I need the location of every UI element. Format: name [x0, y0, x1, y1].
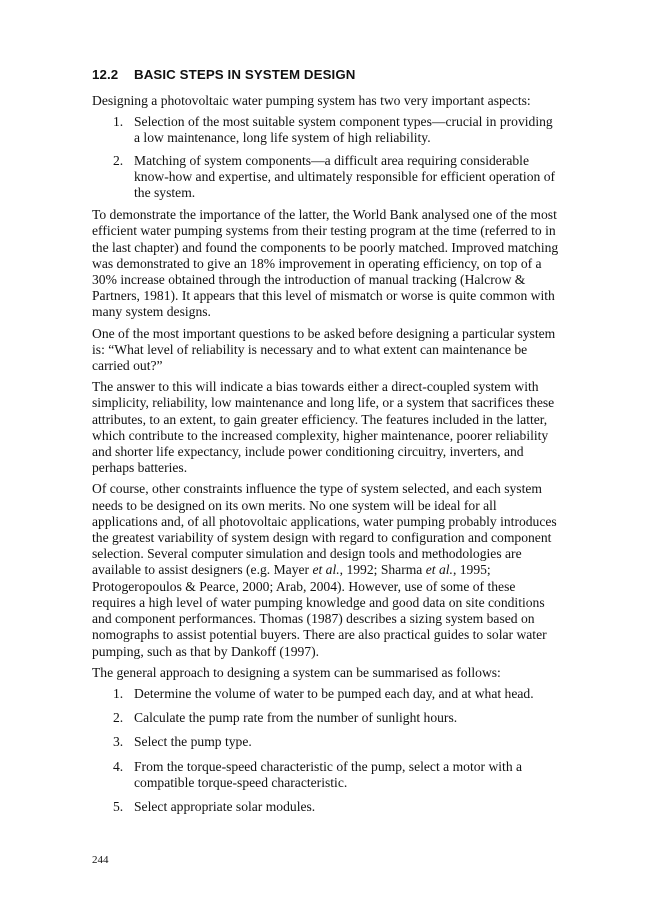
- paragraph-constraints-part-b: , 1992; Sharma: [339, 562, 426, 578]
- citation-et-al: et al.: [312, 562, 340, 578]
- list-item-number: 4.: [113, 758, 124, 774]
- list-item: [92, 799, 562, 815]
- paragraph-constraints: [92, 481, 562, 659]
- list-item-text: Selection of the most suitable system component types—crucial in providing a low maintenance, long life system of high reliability.: [134, 114, 553, 146]
- section-heading: [92, 67, 562, 83]
- list-item-text: Calculate the pump rate from the number of sunlight hours.: [134, 710, 458, 726]
- paragraph-constraints-part-a: Of course, other constraints influence the type of system selected, and each system needs to be designed on its own merits. No one system will be ideal for all applications and, of all photovoltaic applications, water pumping probably introduces the greatest variability of system design with regard to configuration and component selection. Several computer simulation and design tools and methodologies are available to assist designers (e.g. Mayer: [92, 481, 557, 578]
- list-item: [92, 734, 562, 750]
- paragraph-general-approach: The general approach to designing a system can be summarised as follows:: [92, 664, 501, 680]
- paragraph-world-bank: To demonstrate the importance of the latter, the World Bank analysed one of the most efficient water pumping systems from their testing program at the time (referred to in the last chapter) and found the components to be poorly matched. Improved matching was demonstrated to give an 18% improvement in operating efficiency, on top of a 30% increase obtained through the introduction of manual tracking (Halcrow & Partners, 1981). It appears that this level of mismatch or worse is quite common with many system designs.: [92, 207, 559, 320]
- paragraph-constraints-part-c: , 1995; Protogeropoulos & Pearce, 2000; Arab, 2004). However, use of some of these requires a high level of water pumping knowledge and good data on site conditions and component performances. Thomas (1987) describes a sizing system based on nomographs to assist potential buyers. There are also practical guides to solar water pumping, such as that by Dankoff (1997).: [92, 562, 547, 659]
- page-number: 244: [92, 854, 109, 866]
- list-item-text: Determine the volume of water to be pumped each day, and at what head.: [134, 685, 534, 701]
- section-title: BASIC STEPS IN SYSTEM DESIGN: [134, 67, 356, 82]
- list-item: [92, 686, 562, 702]
- list-item-number: 3.: [113, 734, 124, 750]
- citation-et-al: et al.: [425, 562, 453, 578]
- intro-paragraph: Designing a photovoltaic water pumping system has two very important aspects:: [92, 93, 531, 108]
- list-item-text: Select the pump type.: [134, 734, 252, 750]
- list-item: [92, 759, 562, 791]
- list-item-number: 1.: [113, 114, 124, 130]
- list-item-text: Matching of system components—a difficult area requiring considerable know-how and expertise, and ultimately responsible for efficient operation of the system.: [134, 152, 556, 201]
- paragraph-reliability-question: One of the most important questions to be asked before designing a particular system is: “What level of reliability is necessary and to what extent can maintenance be carried out?”: [92, 325, 556, 374]
- list-item-number: 2.: [113, 710, 124, 726]
- page-content: [92, 67, 562, 823]
- list-item: [92, 710, 562, 726]
- steps-list: [92, 686, 562, 815]
- list-item-number: 2.: [113, 152, 124, 168]
- list-item-text: Select appropriate solar modules.: [134, 798, 316, 814]
- paragraph-answer: The answer to this will indicate a bias towards either a direct-coupled system with simplicity, reliability, low maintenance and long life, or a system that sacrifices these attributes, to an extent, to gain greater efficiency. The features included in the latter, which contribute to the increased complexity, higher maintenance, poorer reliability and shorter life expectancy, include power conditioning circuitry, inverters, and perhaps batteries.: [92, 379, 555, 476]
- list-item: [92, 153, 562, 202]
- section-number: 12.2: [92, 67, 119, 82]
- list-item-number: 1.: [113, 685, 124, 701]
- list-item: [92, 114, 562, 146]
- aspects-list: [92, 114, 562, 201]
- list-item-number: 5.: [113, 798, 124, 814]
- list-item-text: From the torque-speed characteristic of the pump, select a motor with a compatible torque-speed characteristic.: [134, 758, 523, 790]
